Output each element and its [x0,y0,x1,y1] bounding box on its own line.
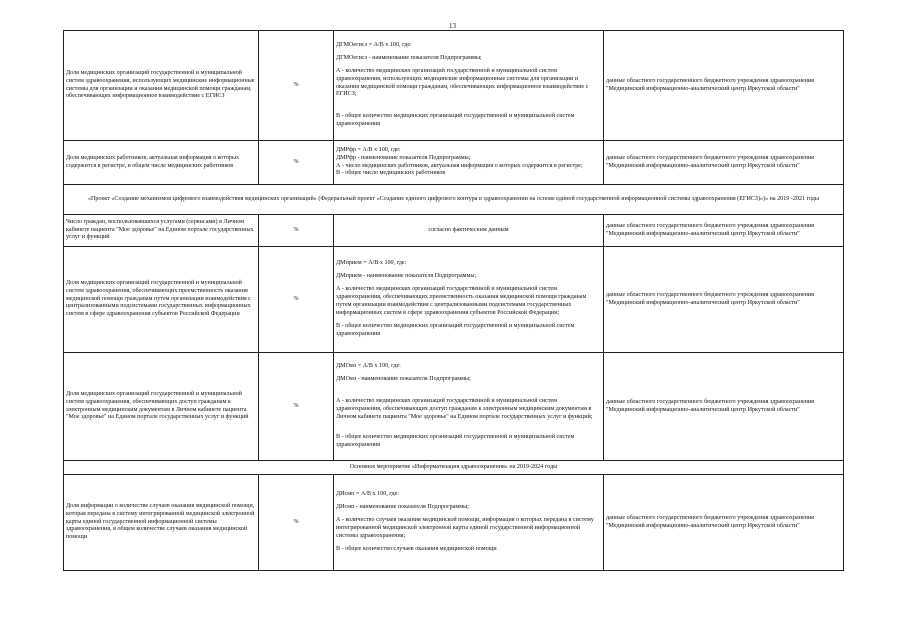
formula-line: ДМРфр - наименование показателя Подпрограммы; [336,154,471,161]
formula-line: В - общее количество медицинских организаций государственной и муниципальной систем здравоохранения [336,433,575,448]
section-row [64,461,844,475]
formula-cell: согласно фактическим данным [334,215,604,247]
formula-cell [334,353,604,461]
formula-line: ДГМОегисз = А/В х 100, где: [336,41,412,48]
formula-line: В - общее количество случаев оказания медицинской помощи [336,545,497,552]
formula-line: ДМОмз = А/В х 100, где: [336,363,401,370]
unit-cell: % [259,31,334,141]
indicator-cell: Доля медицинских работников, актуальная информация о которых содержится в регистре, в общем числе медицинских работников [64,141,259,185]
indicator-cell: Доля информации о количестве случаев оказания медицинской помощи, которая передана в систему интегрированной медицинской электронной карты единой государственной информационной системы здравоохранения, в общем количестве случаев оказания медицинской помощи [64,475,259,571]
source-cell: данные областного государственного бюджетного учреждения здравоохранения "Медицинский информационно-аналитический центр Иркутской области" [604,141,844,185]
formula-cell [334,141,604,185]
table-row [64,31,844,141]
formula-line: А - количество случаев оказания медицинской помощи, информация о которых передана в систему интегрированной медицинской электронной карты единой государственной информационной системы здравоохранения; [336,517,594,539]
formula-line: А - число медицинских работников, актуальная информация о которых содержится в регистре; [336,162,583,169]
source-cell: данные областного государственного бюджетного учреждения здравоохранения "Медицинский информационно-аналитический центр Иркутской области" [604,353,844,461]
formula-cell [334,247,604,353]
unit-cell: % [259,475,334,571]
unit-cell: % [259,141,334,185]
formula-cell [334,31,604,141]
indicator-cell: Число граждан, воспользовавшихся услугами (сервисами) в Личном кабинете пациента "Мое здоровье" на Едином портале государственных услуг и функций [64,215,259,247]
page-number: 13 [449,22,456,30]
section-heading: Основное мероприятие «Информатизация здравоохранения» на 2019-2024 годы [64,461,844,475]
source-cell: данные областного государственного бюджетного учреждения здравоохранения "Медицинский информационно-аналитический центр Иркутской области" [604,215,844,247]
formula-line: ДИсмп = А/В х 100, где: [336,491,399,498]
indicator-cell: Доля медицинских организаций государственной и муниципальной систем здравоохранения, использующих медицинские информационные системы для организации и оказания медицинской помощи гражданам, обеспечивающих информационное взаимодействие с ЕГИСЗ [64,31,259,141]
table-row [64,215,844,247]
formula-line: ДМРфр = А/В х 100, где: [336,146,401,153]
formula-line: А - количество медицинских организаций государственной и муниципальной систем здравоохранения, использующих медицинские информационные системы для организации и оказания медицинской помощи гражданам, обеспечивающих информационное взаимодействие с ЕГИСЗ; [336,67,589,98]
formula-line: В - общее количество медицинских организаций государственной и муниципальной систем здравоохранения [336,113,575,128]
table-row [64,247,844,353]
unit-cell: % [259,353,334,461]
formula-line: ДМприем - наименование показателя Подпрограммы; [336,273,477,280]
table-row [64,141,844,185]
indicator-cell: Доля медицинских организаций государственной и муниципальной систем здравоохранения, обеспечивающих преемственность оказания медицинской помощи гражданам путем организации взаимодействия с централизованными подсистемами государственных информационных систем в сфере здравоохранения субъектов Российской Федерации [64,247,259,353]
section-row [64,185,844,215]
source-cell: данные областного государственного бюджетного учреждения здравоохранения "Медицинский информационно-аналитический центр Иркутской области" [604,475,844,571]
indicators-table [63,30,844,571]
formula-line: ДМОмз - наименование показателя Подпрограммы; [336,376,471,383]
unit-cell: % [259,247,334,353]
source-cell: данные областного государственного бюджетного учреждения здравоохранения "Медицинский информационно-аналитический центр Иркутской области" [604,31,844,141]
formula-line: В - общее число медицинских работников [336,170,446,177]
formula-line: ДМприем = А/В х 100, где: [336,260,407,267]
formula-line: В - общее количество медицинских организаций государственной и муниципальной систем здравоохранения [336,322,575,337]
table-row [64,475,844,571]
formula-line: А - количество медицинских организаций государственной и муниципальной систем здравоохранения, обеспечивающих доступ гражданам к электронным медицинским документам в Личном кабинете пациента "Мое здоровье" на Едином портале государственных услуг и функций; [336,398,593,420]
section-heading: «Проект «Создание механизмов цифрового взаимодействия медицинских организаций» (Федеральный проект «Создание единого цифрового контура в здравоохранении на основе единой государственной информационной системы здравоохранения (ЕГИСЗ)»)» на 2019 -2021 годы [64,185,844,215]
formula-line: А - количество медицинских организаций государственной и муниципальной систем здравоохранения, обеспечивающих преемственность оказания медицинской помощи гражданам путем организации взаимодействия с централизованными подсистемами государственных информационных систем в сфере здравоохранения субъектов Российской Федерации; [336,286,587,316]
formula-line: ДГМОегисз - наименование показателя Подпрограммы; [336,54,482,61]
indicator-cell: Доля медицинских организаций государственной и муниципальной систем здравоохранения, обеспечивающих доступ гражданам к электронным медицинским документам в Личном кабинете пациента "Мое здоровье" на Едином портале государственных услуг и функций [64,353,259,461]
source-cell: данные областного государственного бюджетного учреждения здравоохранения "Медицинский информационно-аналитический центр Иркутской области" [604,247,844,353]
unit-cell: % [259,215,334,247]
table-row [64,353,844,461]
formula-cell [334,475,604,571]
formula-line: ДИсмп - наименование показателя Подпрограммы; [336,504,469,511]
